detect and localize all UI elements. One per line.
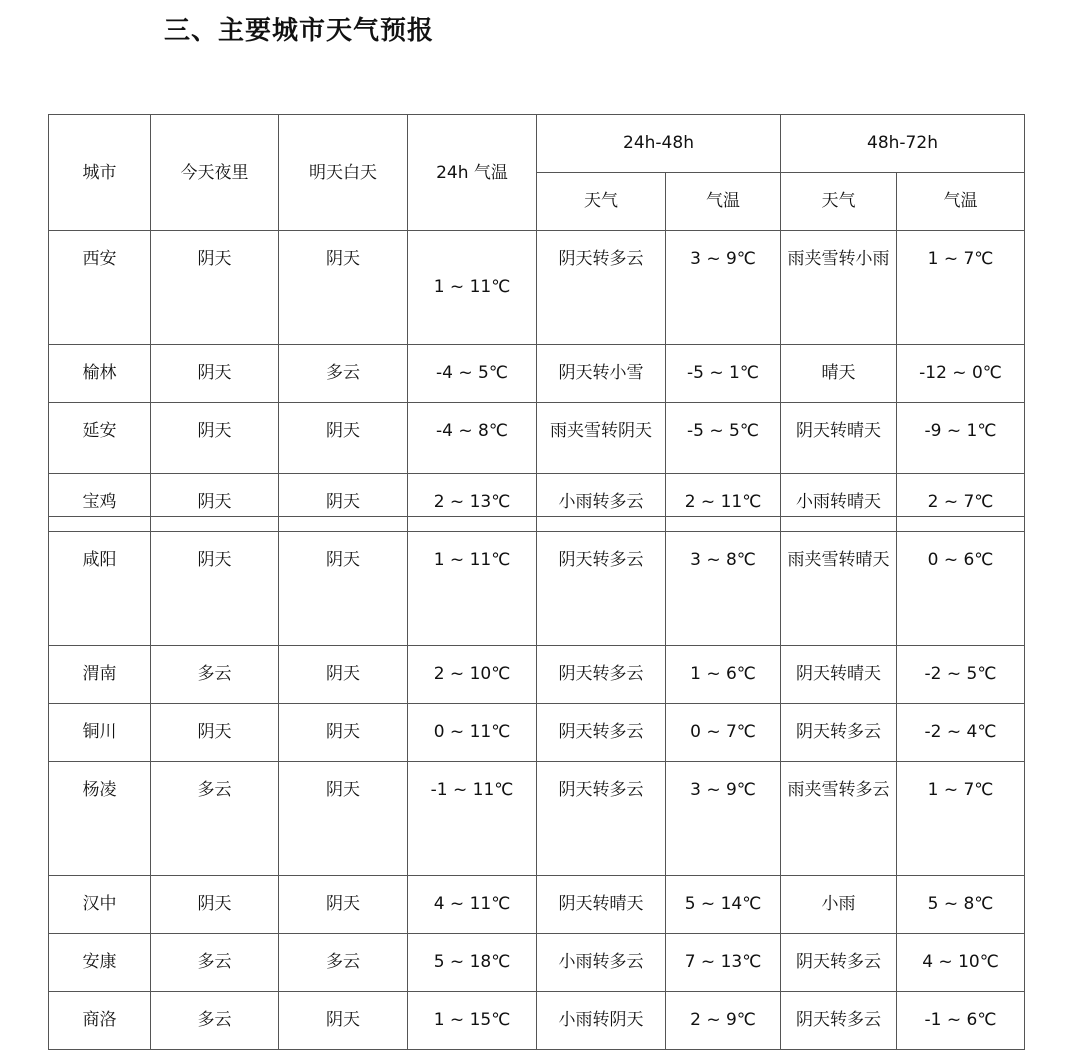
cell-temp72: 1 ~ 7℃ (897, 231, 1025, 345)
cell-weather72: 小雨转晴天 (781, 474, 897, 532)
cell-temp24: 1 ~ 11℃ (408, 532, 537, 646)
cell-temp48: 1 ~ 6℃ (666, 646, 781, 704)
cell-tonight: 阴天 (151, 532, 279, 646)
cell-weather48: 阴天转小雪 (537, 345, 666, 403)
header-period-24-48: 24h-48h (537, 115, 781, 173)
cell-tonight: 多云 (151, 646, 279, 704)
cell-temp48: -5 ~ 1℃ (666, 345, 781, 403)
cell-temp72: 5 ~ 8℃ (897, 876, 1025, 934)
cell-weather48: 阴天转晴天 (537, 876, 666, 934)
header-temp-72: 气温 (897, 173, 1025, 231)
cell-city: 延安 (49, 403, 151, 517)
cell-temp72: -2 ~ 4℃ (897, 704, 1025, 762)
cell-temp24: -4 ~ 5℃ (408, 345, 537, 403)
cell-temp24: 5 ~ 18℃ (408, 934, 537, 992)
header-period-48-72: 48h-72h (781, 115, 1025, 173)
header-row (49, 115, 1025, 173)
cell-tonight: 多云 (151, 934, 279, 992)
cell-day: 阴天 (279, 876, 408, 934)
cell-day: 阴天 (279, 992, 408, 1050)
cell-weather72: 雨夹雪转多云 (781, 762, 897, 876)
cell-tonight: 阴天 (151, 403, 279, 517)
cell-day: 阴天 (279, 532, 408, 646)
cell-weather48: 小雨转多云 (537, 474, 666, 532)
cell-temp48: -5 ~ 5℃ (666, 403, 781, 517)
cell-tonight: 阴天 (151, 876, 279, 934)
cell-weather72: 阴天转多云 (781, 992, 897, 1050)
cell-day: 多云 (279, 934, 408, 992)
cell-day: 多云 (279, 345, 408, 403)
cell-temp72: -12 ~ 0℃ (897, 345, 1025, 403)
table-row (49, 474, 1025, 532)
table-row (49, 532, 1025, 646)
header-temp-48: 气温 (666, 173, 781, 231)
cell-temp24: -1 ~ 11℃ (408, 762, 537, 876)
header-temp-24h: 24h 气温 (408, 115, 537, 231)
table-row (49, 762, 1025, 876)
cell-temp24: 2 ~ 10℃ (408, 646, 537, 704)
cell-city: 商洛 (49, 992, 151, 1050)
cell-temp48: 5 ~ 14℃ (666, 876, 781, 934)
cell-weather48: 阴天转多云 (537, 704, 666, 762)
table-row (49, 876, 1025, 934)
cell-temp72: -2 ~ 5℃ (897, 646, 1025, 704)
header-weather-48: 天气 (537, 173, 666, 231)
cell-weather72: 雨夹雪转晴天 (781, 532, 897, 646)
forecast-table-bottom (48, 473, 1025, 1050)
cell-city: 安康 (49, 934, 151, 992)
cell-weather72: 阴天转晴天 (781, 646, 897, 704)
cell-temp72: 1 ~ 7℃ (897, 762, 1025, 876)
cell-temp24: 4 ~ 11℃ (408, 876, 537, 934)
cell-temp24: 0 ~ 11℃ (408, 704, 537, 762)
cell-tonight: 阴天 (151, 704, 279, 762)
table-row (49, 345, 1025, 403)
cell-day: 阴天 (279, 704, 408, 762)
cell-city: 铜川 (49, 704, 151, 762)
cell-city: 汉中 (49, 876, 151, 934)
cell-temp48: 3 ~ 8℃ (666, 532, 781, 646)
header-city: 城市 (49, 115, 151, 231)
cell-weather48: 阴天转多云 (537, 646, 666, 704)
cell-weather72: 小雨 (781, 876, 897, 934)
cell-weather48: 小雨转多云 (537, 934, 666, 992)
table-row (49, 704, 1025, 762)
cell-day: 阴天 (279, 403, 408, 517)
cell-tonight: 阴天 (151, 345, 279, 403)
cell-weather72: 阴天转多云 (781, 704, 897, 762)
cell-temp24: 1 ~ 15℃ (408, 992, 537, 1050)
cell-temp72: 2 ~ 7℃ (897, 474, 1025, 532)
forecast-table-top (48, 114, 1025, 517)
cell-weather72: 阴天转晴天 (781, 403, 897, 517)
cell-tonight: 阴天 (151, 231, 279, 345)
cell-weather72: 雨夹雪转小雨 (781, 231, 897, 345)
cell-temp48: 2 ~ 11℃ (666, 474, 781, 532)
cell-temp48: 3 ~ 9℃ (666, 762, 781, 876)
table-row (49, 992, 1025, 1050)
header-tonight: 今天夜里 (151, 115, 279, 231)
cell-city: 杨凌 (49, 762, 151, 876)
page-title: 三、主要城市天气预报 (164, 16, 435, 46)
cell-temp72: 0 ~ 6℃ (897, 532, 1025, 646)
cell-weather72: 晴天 (781, 345, 897, 403)
cell-temp24: -4 ~ 8℃ (408, 403, 537, 517)
cell-weather72: 阴天转多云 (781, 934, 897, 992)
cell-weather48: 雨夹雪转阴天 (537, 403, 666, 517)
cell-temp48: 7 ~ 13℃ (666, 934, 781, 992)
header-tomorrow-day: 明天白天 (279, 115, 408, 231)
cell-city: 咸阳 (49, 532, 151, 646)
cell-day: 阴天 (279, 231, 408, 345)
cell-day: 阴天 (279, 646, 408, 704)
cell-weather48: 阴天转多云 (537, 231, 666, 345)
table-row (49, 934, 1025, 992)
cell-city: 榆林 (49, 345, 151, 403)
cell-temp48: 0 ~ 7℃ (666, 704, 781, 762)
cell-day: 阴天 (279, 762, 408, 876)
cell-weather48: 阴天转多云 (537, 532, 666, 646)
cell-temp72: -9 ~ 1℃ (897, 403, 1025, 517)
table-row (49, 646, 1025, 704)
cell-temp24: 2 ~ 13℃ (408, 474, 537, 532)
cell-temp72: 4 ~ 10℃ (897, 934, 1025, 992)
cell-temp48: 3 ~ 9℃ (666, 231, 781, 345)
cell-temp72: -1 ~ 6℃ (897, 992, 1025, 1050)
cell-day: 阴天 (279, 474, 408, 532)
cell-temp48: 2 ~ 9℃ (666, 992, 781, 1050)
cell-city: 渭南 (49, 646, 151, 704)
cell-weather48: 小雨转阴天 (537, 992, 666, 1050)
cell-temp24: 1 ~ 11℃ (408, 231, 537, 345)
cell-weather48: 阴天转多云 (537, 762, 666, 876)
table-row (49, 231, 1025, 345)
cell-city: 宝鸡 (49, 474, 151, 532)
cell-city: 西安 (49, 231, 151, 345)
header-weather-72: 天气 (781, 173, 897, 231)
cell-tonight: 多云 (151, 992, 279, 1050)
cell-tonight: 阴天 (151, 474, 279, 532)
cell-tonight: 多云 (151, 762, 279, 876)
